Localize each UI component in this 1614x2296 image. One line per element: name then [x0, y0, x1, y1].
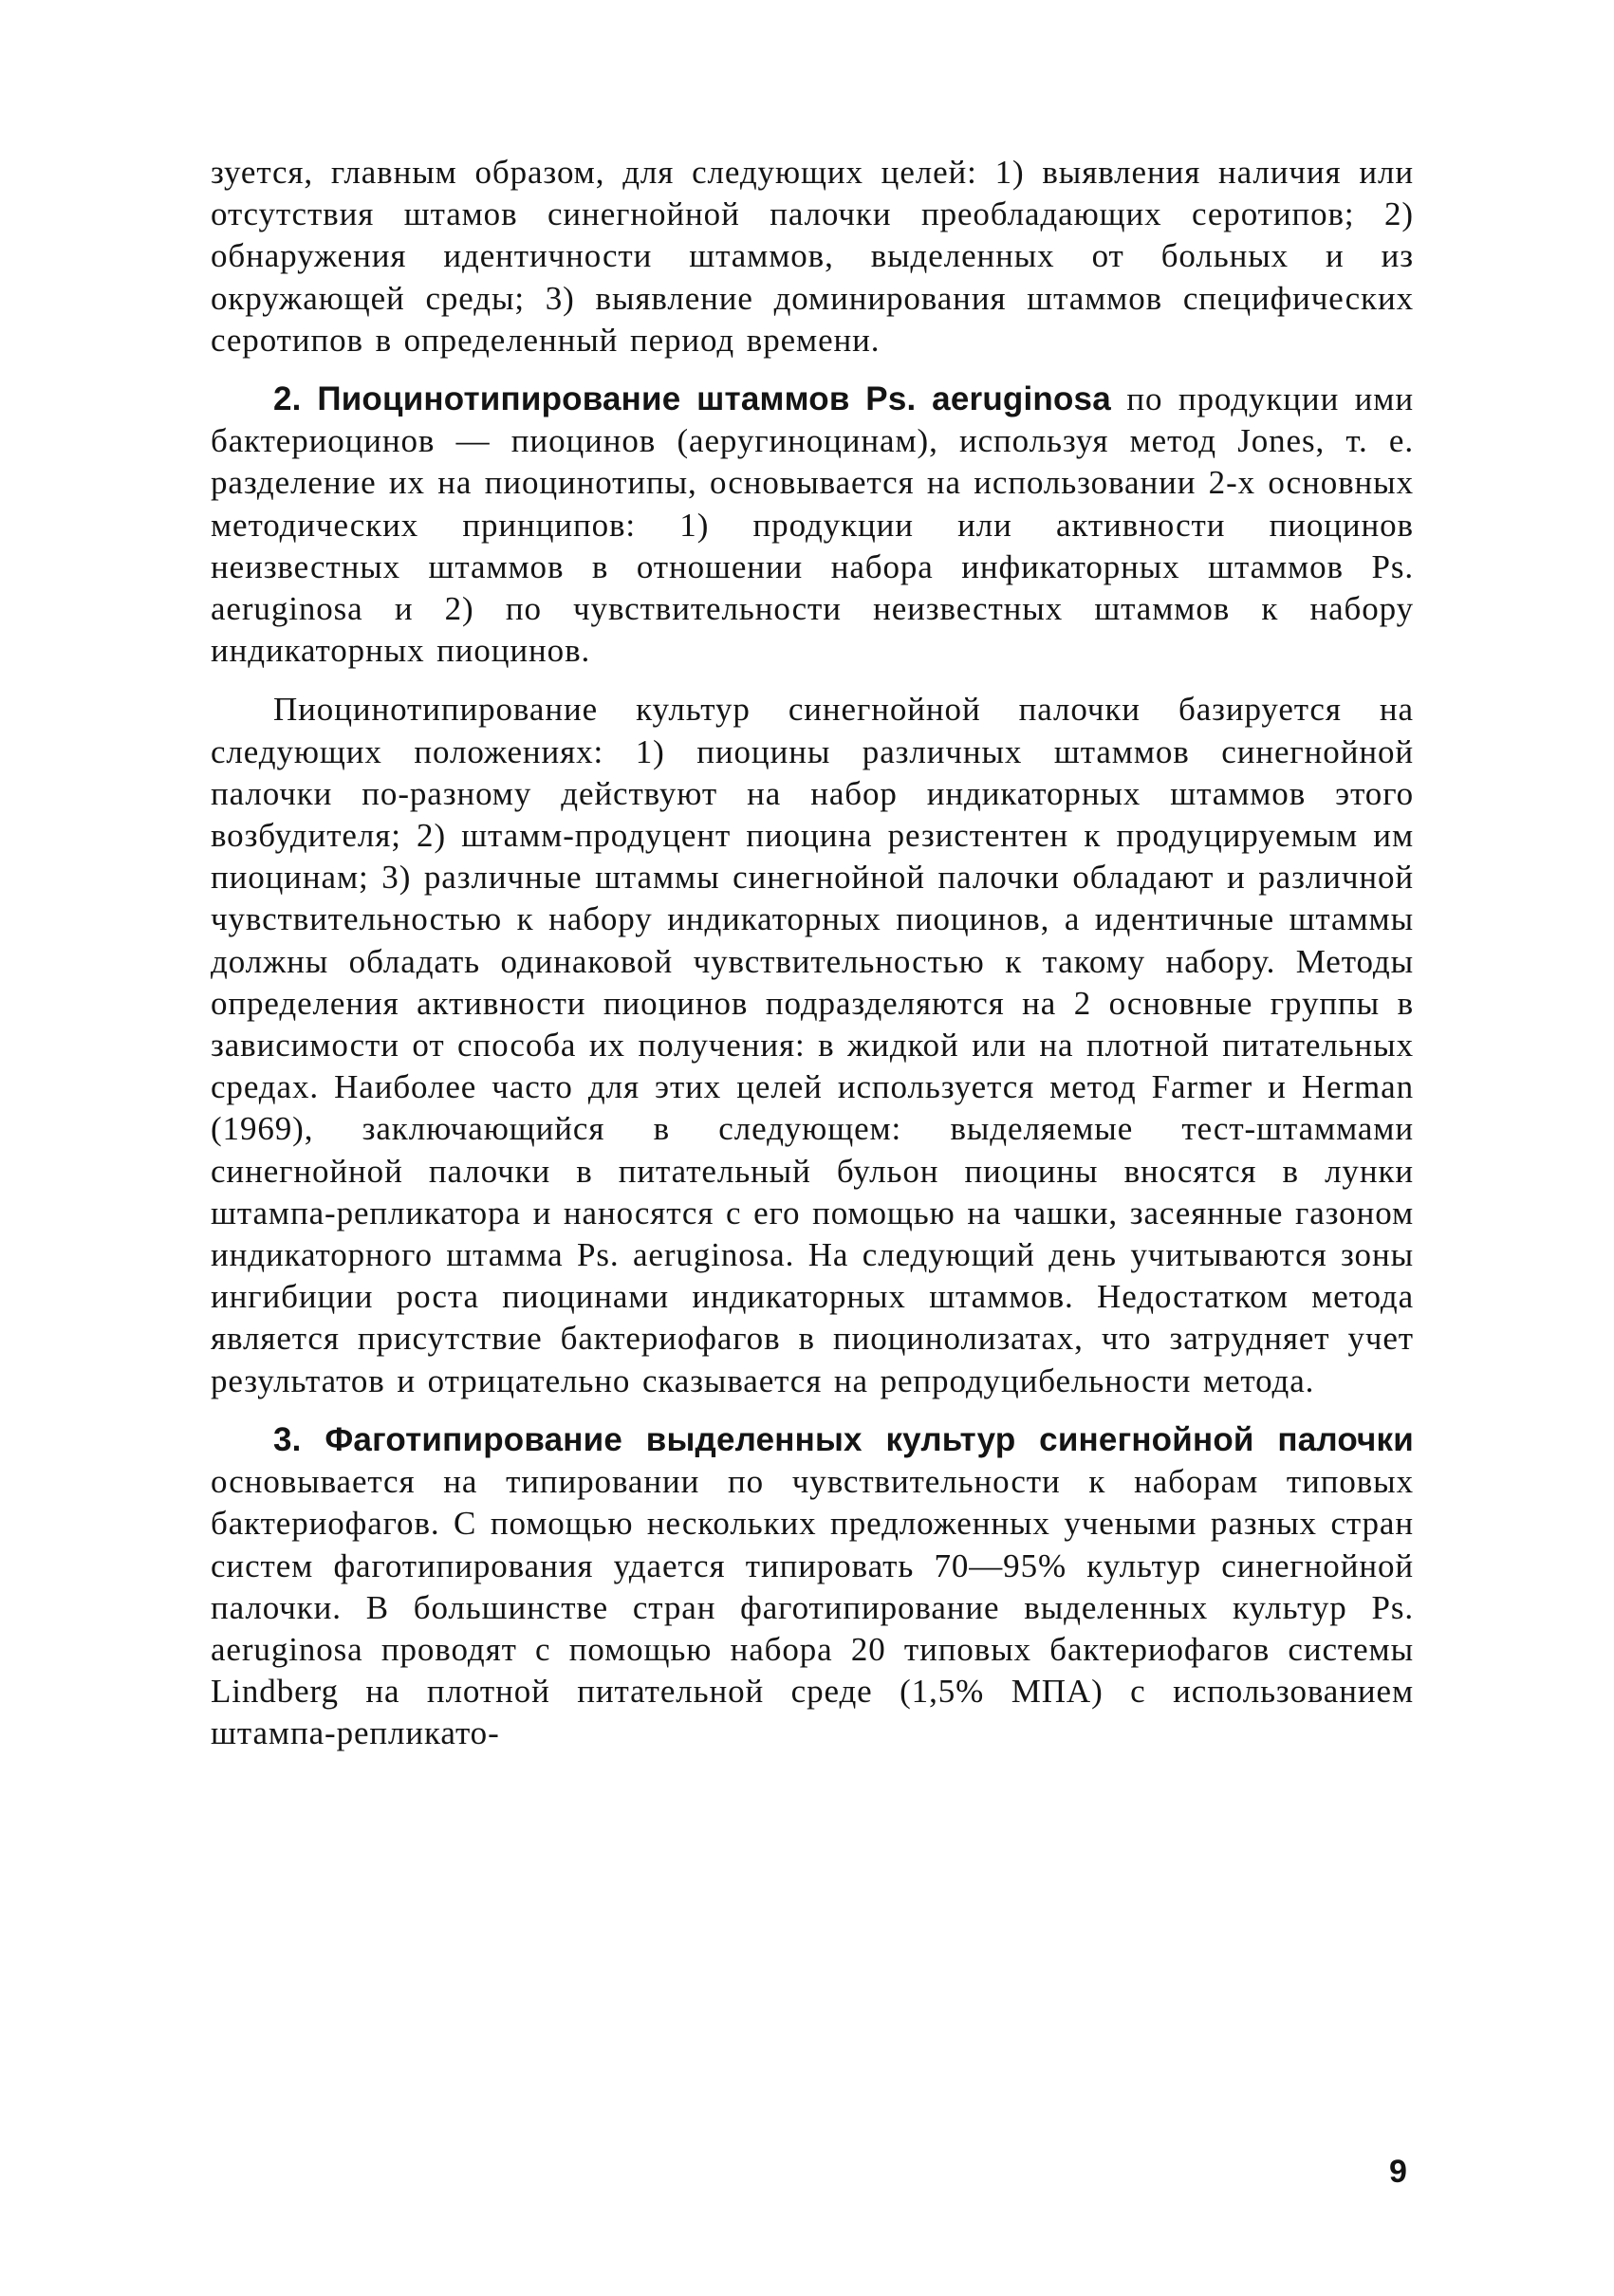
paragraph-text: зуется, главным образом, для следующих целей: 1) выявления наличия или отсутствия штамов синегнойной палочки преобладающих серотипов; 2) обнаружения идентичности штаммов, выделенных от больных и из окружающей среды; 3) выявление доминирования штаммов специфических серотипов в определенный период времени.: [211, 154, 1414, 359]
body-text: [211, 152, 1414, 1772]
section-heading-pyocin-typing: 2. Пиоцинотипирование штаммов Ps. aeruginosa: [273, 380, 1111, 418]
paragraph-pyocin-typing: [211, 379, 1414, 672]
paragraph-text: по продукции ими бактериоцинов — пиоцинов (аеругиноцинам), используя метод Jones, т. е. разделение их на пиоцинотипы, основывается на использовании 2-х основных методических принципов: 1) продукции или активности пиоцинов неизвестных штаммов в отношении набора инфикаторных штаммов Ps. aeruginosa и 2) по чувствительности неизвестных штаммов к набору индикаторных пиоцинов.: [211, 380, 1414, 670]
page-number: 9: [1389, 2154, 1407, 2190]
paragraph-pyocin-principles: [211, 689, 1414, 1401]
paragraph-phage-typing: [211, 1419, 1414, 1755]
paragraph-text: Пиоцинотипирование культур синегнойной палочки базируется на следующих положениях: 1) пиоцины различных штаммов синегнойной палочки по-разному действуют на набор индикаторных штаммов этого возбудителя; 2) штамм-продуцент пиоцина резистентен к продуцируемым им пиоцинам; 3) различные штаммы синегнойной палочки обладают и различной чувствительностью к набору индикаторных пиоцинов, а идентичные штаммы должны обладать одинаковой чувствительностью к такому набору. Методы определения активности пиоцинов подразделяются на 2 основные группы в зависимости от способа их получения: в жидкой или на плотной питательных средах. Наиболее часто для этих целей используется метод Farmer и Herman (1969), заключающийся в следующем: выделяемые тест-штаммами синегнойной палочки в питательный бульон пиоцины вносятся в лунки штампа-репликатора и наносятся с его помощью на чашки, засеянные газоном индикаторного штамма Ps. aeruginosa. На следующий день учитываются зоны ингибиции роста пиоцинами индикаторных штаммов. Недостатком метода является присутствие бактериофагов в пиоцинолизатах, что затрудняет учет результатов и отрицательно сказывается на репродуцибельности метода.: [211, 691, 1414, 1399]
section-heading-phage-typing: 3. Фаготипирование выделенных культур синегнойной палочки: [273, 1420, 1414, 1458]
paragraph-text: основывается на типировании по чувствительности к наборам типовых бактериофагов. С помощью нескольких предложенных учеными разных стран систем фаготипирования удается типировать 70—95% культур синегнойной палочки. В большинстве стран фаготипирование выделенных культур Ps. aeruginosa проводят с помощью набора 20 типовых бактериофагов системы Lindberg на плотной питательной среде (1,5% МПА) с использованием штампа-репликато-: [211, 1463, 1414, 1752]
paragraph-continuation: [211, 152, 1414, 361]
